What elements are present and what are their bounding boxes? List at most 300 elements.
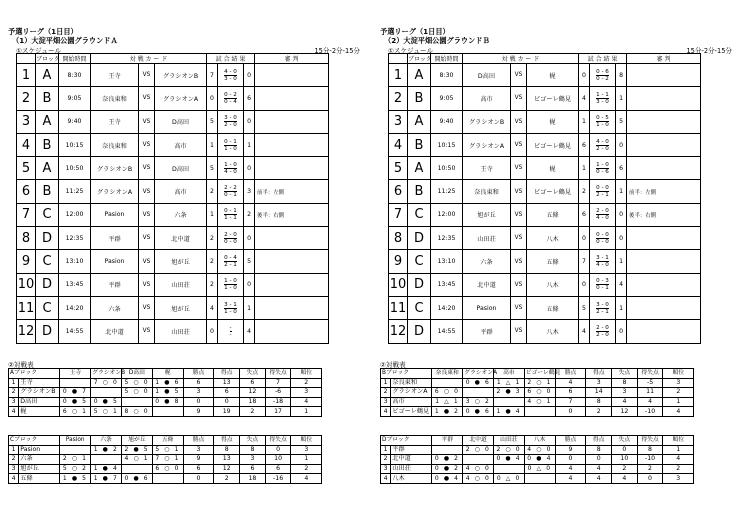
match-time: 12:35 xyxy=(431,227,463,250)
stat-value: 10 xyxy=(612,455,638,465)
away-second-half: 0 xyxy=(605,238,609,245)
result-cell: 1 ● 4 xyxy=(493,407,524,417)
home-first-half: 4 xyxy=(596,138,600,145)
dash: - xyxy=(227,208,234,215)
half-scores xyxy=(590,157,616,180)
match-row xyxy=(17,273,329,296)
match-row xyxy=(17,110,329,133)
match-row xyxy=(389,203,701,226)
league-table xyxy=(380,435,722,484)
team-column-header: 六条 xyxy=(91,436,122,446)
home-score: 2 xyxy=(207,227,218,250)
match-number: 12 xyxy=(17,320,36,343)
league-row xyxy=(9,388,350,398)
half-scores xyxy=(218,320,244,343)
referee-note: 前半：左側 xyxy=(255,180,329,203)
half-score-stack xyxy=(218,162,243,175)
half-score-stack xyxy=(218,232,243,245)
dash: - xyxy=(599,231,606,238)
row-rank: 1 xyxy=(9,445,19,455)
referee-note xyxy=(627,87,701,110)
away-team: 山田荘 xyxy=(155,320,207,343)
home-second-half: 3 xyxy=(596,98,600,105)
home-second-half: 0 xyxy=(224,98,228,105)
away-first-half: 6 xyxy=(605,68,609,75)
stat-header: 得失点 xyxy=(637,436,663,446)
header-block: ブロック xyxy=(408,54,431,64)
away-team: ビゴーレ鶴見 xyxy=(527,133,579,156)
result-cell: 0 ● 5 xyxy=(60,397,91,407)
referee-note xyxy=(627,296,701,319)
second-half-line xyxy=(596,169,609,175)
away-team: 六条 xyxy=(155,203,207,226)
stat-value: 2 xyxy=(612,464,638,474)
second-half-line xyxy=(224,146,237,152)
league-row xyxy=(381,445,722,455)
match-number: 5 xyxy=(17,157,36,180)
home-first-half: 3 xyxy=(224,301,228,308)
stat-value: 3 xyxy=(183,388,214,398)
referee-note: 後半：右側 xyxy=(255,203,329,226)
diagonal-cell xyxy=(121,464,152,474)
result-cell: 0 ● 2 xyxy=(432,455,463,465)
away-first-half: 0 xyxy=(233,115,237,122)
vs-label: VS xyxy=(139,64,155,87)
match-number: 9 xyxy=(389,250,408,273)
away-score: 0 xyxy=(616,320,627,343)
match-block: D xyxy=(408,273,431,296)
stat-value: 2 xyxy=(586,407,612,417)
result-cell: 2 ● 3 xyxy=(493,388,524,398)
home-first-half: 0 xyxy=(596,115,600,122)
match-row xyxy=(389,64,701,87)
stat-value: 4 xyxy=(586,464,612,474)
match-block: C xyxy=(408,296,431,319)
match-row xyxy=(17,227,329,250)
match-block: C xyxy=(408,250,431,273)
result-cell: 5 ○ 2 xyxy=(60,464,91,474)
stat-header: 得点 xyxy=(586,369,612,379)
first-half-line xyxy=(596,278,609,285)
result-cell: 6 ○ 0 xyxy=(152,464,183,474)
away-score: 1 xyxy=(616,296,627,319)
league-row xyxy=(9,464,350,474)
league-row xyxy=(9,474,350,484)
dash: - xyxy=(599,138,606,145)
header-no xyxy=(389,54,408,64)
away-second-half: 0 xyxy=(233,122,237,129)
half-score-stack xyxy=(218,139,243,152)
away-second-half: 0 xyxy=(605,98,609,105)
away-team: 梶 xyxy=(527,157,579,180)
match-row xyxy=(17,320,329,343)
diagonal-cell xyxy=(91,388,122,398)
away-first-half: 0 xyxy=(605,324,609,331)
dash: - xyxy=(599,208,606,215)
away-second-half: 0 xyxy=(233,145,237,152)
header-match: 対 戦 カ ー ド xyxy=(91,54,207,64)
away-team: 梶 xyxy=(527,64,579,87)
first-half-line xyxy=(596,302,609,309)
match-block: D xyxy=(408,227,431,250)
match-row xyxy=(17,133,329,156)
result-cell: 7 ○ 1 xyxy=(152,455,183,465)
home-team: グラシオンB xyxy=(463,110,511,133)
team-column-header: 五條 xyxy=(152,436,183,446)
home-first-half: 3 xyxy=(596,255,600,262)
away-team: 高市 xyxy=(155,133,207,156)
away-first-half: 0 xyxy=(605,301,609,308)
half-scores xyxy=(590,273,616,296)
half-scores xyxy=(590,227,616,250)
result-cell: 1 △ 1 xyxy=(493,378,524,388)
result-cell: 0 ● 4 xyxy=(432,474,463,484)
vs-label: VS xyxy=(139,273,155,296)
half-score-stack xyxy=(590,255,615,268)
league-name: Cブロック xyxy=(9,436,60,446)
result-cell: 1 ● 2 xyxy=(91,445,122,455)
referee-note xyxy=(255,110,329,133)
team-column-header: グラシオンA xyxy=(464,370,498,377)
stat-value: 2 xyxy=(291,378,322,388)
stat-value: 4 xyxy=(555,474,586,484)
result-cell: 2 ○ 0 xyxy=(463,445,494,455)
home-second-half: 2 xyxy=(224,122,228,129)
home-team: 王寺 xyxy=(91,110,139,133)
away-first-half: 0 xyxy=(605,208,609,215)
half-scores xyxy=(218,64,244,87)
stat-value: 3 xyxy=(612,388,638,398)
stat-value: 9 xyxy=(183,455,214,465)
diagonal-cell xyxy=(524,474,555,484)
home-second-half: 1 xyxy=(224,145,228,152)
away-team: グラシオンA xyxy=(155,87,207,110)
stat-value: 2 xyxy=(637,464,663,474)
away-score: 8 xyxy=(616,64,627,87)
team-name: Pasion xyxy=(19,445,60,455)
stat-value: 6 xyxy=(555,388,586,398)
result-cell: 1 ● 2 xyxy=(432,407,463,417)
vs-label: VS xyxy=(511,87,527,110)
home-score: 0 xyxy=(579,64,590,87)
match-time: 12:00 xyxy=(59,203,91,226)
second-half-line xyxy=(230,332,232,338)
result-cell: 4 ○ 0 xyxy=(524,445,555,455)
home-team: 奈良東和 xyxy=(91,87,139,110)
stat-value: 19 xyxy=(214,407,240,417)
home-score: 4 xyxy=(579,320,590,343)
stat-header: 順位 xyxy=(291,436,322,446)
home-first-half: 1 xyxy=(596,161,600,168)
vs-label: VS xyxy=(139,320,155,343)
result-cell: 0 ● 6 xyxy=(463,407,494,417)
second-half-line xyxy=(224,192,237,198)
match-time: 11:25 xyxy=(431,180,463,203)
stat-value: 2 xyxy=(291,464,322,474)
stat-value: 12 xyxy=(214,464,240,474)
result-cell: 1 ● 6 xyxy=(152,378,183,388)
referee-note xyxy=(255,320,329,343)
vs-label: VS xyxy=(139,203,155,226)
away-score: 0 xyxy=(244,64,255,87)
second-half-line xyxy=(596,146,609,152)
stat-value: 4 xyxy=(291,474,322,484)
match-number: 7 xyxy=(17,203,36,226)
dash: - xyxy=(599,238,606,245)
match-time: 13:45 xyxy=(59,273,91,296)
team-column-header: 高市 xyxy=(493,369,524,379)
vs-label: VS xyxy=(139,133,155,156)
away-score: 1 xyxy=(616,180,627,203)
league-row xyxy=(9,397,350,407)
home-second-half: 2 xyxy=(224,262,228,269)
away-score: 0 xyxy=(244,157,255,180)
stat-value: 8 xyxy=(586,397,612,407)
home-second-half: 4 xyxy=(224,168,228,175)
result-cell: 1 △ 1 xyxy=(432,397,463,407)
result-cell: 5 ○ 1 xyxy=(152,445,183,455)
row-rank: 1 xyxy=(381,445,391,455)
stat-value: 18 xyxy=(240,397,266,407)
vs-label: VS xyxy=(511,227,527,250)
day-title: 予選リーグ（1日目） xyxy=(8,27,78,36)
schedule-label: ①スケジュール xyxy=(16,47,62,55)
day-title: 予選リーグ（1日目） xyxy=(380,27,450,36)
away-first-half: 3 xyxy=(605,278,609,285)
match-block: A xyxy=(36,157,59,180)
match-number: 8 xyxy=(389,227,408,250)
result-cell: 0 △ 0 xyxy=(524,464,555,474)
match-block: B xyxy=(36,133,59,156)
second-half-line xyxy=(596,215,609,221)
away-score: 5 xyxy=(244,250,255,273)
result-cell: 1 ● 4 xyxy=(91,464,122,474)
home-score: 7 xyxy=(579,250,590,273)
home-team: 王寺 xyxy=(463,157,511,180)
stat-value: 7 xyxy=(555,397,586,407)
diagonal-cell xyxy=(463,455,494,465)
result-cell: 8 ○ 0 xyxy=(121,407,152,417)
away-team: 北中道 xyxy=(155,227,207,250)
stat-value: 9 xyxy=(183,407,214,417)
away-score: 2 xyxy=(244,203,255,226)
match-row xyxy=(389,133,701,156)
second-half-line xyxy=(224,309,237,315)
home-score: 0 xyxy=(579,273,590,296)
header-result: 試 合 結 果 xyxy=(207,54,255,64)
away-score: 0 xyxy=(616,203,627,226)
home-score: 4 xyxy=(207,296,218,319)
match-row xyxy=(389,87,701,110)
home-second-half: 0 xyxy=(224,192,228,199)
referee-note xyxy=(627,110,701,133)
diagonal-cell xyxy=(152,407,183,417)
league-table xyxy=(8,435,350,484)
match-row xyxy=(389,296,701,319)
match-row xyxy=(17,64,329,87)
referee-note xyxy=(627,157,701,180)
first-half-line xyxy=(596,185,609,192)
match-number: 10 xyxy=(17,273,36,296)
away-score: 4 xyxy=(244,320,255,343)
result-cell: 1 ● 5 xyxy=(152,388,183,398)
half-score-stack xyxy=(590,92,615,105)
stat-value: 12 xyxy=(240,388,266,398)
match-block: B xyxy=(408,180,431,203)
home-score: 5 xyxy=(579,296,590,319)
dash: - xyxy=(227,122,234,129)
match-block: D xyxy=(36,227,59,250)
home-first-half: 1 xyxy=(224,278,228,285)
referee-note xyxy=(255,250,329,273)
match-time: 9:40 xyxy=(59,110,91,133)
second-half-line xyxy=(224,239,237,245)
away-first-half: 1 xyxy=(605,91,609,98)
half-score-stack xyxy=(218,278,243,291)
match-block: B xyxy=(36,87,59,110)
row-rank: 4 xyxy=(9,474,19,484)
away-second-half: 6 xyxy=(605,168,609,175)
team-name: 旭が丘 xyxy=(19,464,60,474)
match-row xyxy=(389,110,701,133)
away-score: 4 xyxy=(616,273,627,296)
match-number: 11 xyxy=(17,296,36,319)
home-second-half: 4 xyxy=(596,262,600,269)
match-number: 9 xyxy=(17,250,36,273)
home-team: 六条 xyxy=(91,296,139,319)
stat-value: 3 xyxy=(663,474,694,484)
match-block: A xyxy=(408,64,431,87)
stat-value: 4 xyxy=(663,455,694,465)
match-time: 12:00 xyxy=(431,203,463,226)
home-first-half: 3 xyxy=(224,115,228,122)
home-first-half: 0 xyxy=(224,138,228,145)
away-first-half: 0 xyxy=(605,185,609,192)
half-scores xyxy=(218,250,244,273)
result-cell: 5 ○ 0 xyxy=(121,388,152,398)
vs-label: VS xyxy=(511,64,527,87)
referee-note xyxy=(627,273,701,296)
home-team: 六条 xyxy=(463,250,511,273)
half-score-stack xyxy=(590,232,615,245)
home-score: 5 xyxy=(207,110,218,133)
match-number: 3 xyxy=(17,110,36,133)
away-second-half: 0 xyxy=(233,75,237,82)
referee-note xyxy=(627,250,701,273)
league-table xyxy=(380,368,722,417)
home-team: D高田 xyxy=(463,64,511,87)
match-row xyxy=(389,157,701,180)
team-name: 六条 xyxy=(19,455,60,465)
row-rank: 2 xyxy=(9,388,19,398)
header-no xyxy=(17,54,36,64)
away-second-half: 2 xyxy=(605,75,609,82)
home-second-half: 2 xyxy=(596,308,600,315)
result-cell: 5 ○ 1 xyxy=(91,407,122,417)
half-score-stack xyxy=(590,278,615,291)
team-name: 平群 xyxy=(391,445,432,455)
second-half-line xyxy=(596,192,609,198)
away-score: 1 xyxy=(616,87,627,110)
half-score-stack xyxy=(218,208,243,221)
match-number: 6 xyxy=(17,180,36,203)
diagonal-cell xyxy=(60,378,91,388)
home-team: グラシオンA xyxy=(91,180,139,203)
header-referee: 審 判 xyxy=(627,54,701,64)
vs-label: VS xyxy=(139,250,155,273)
schedule-body xyxy=(389,64,701,344)
dash: - xyxy=(599,308,606,315)
away-score: 6 xyxy=(616,157,627,180)
league-row xyxy=(381,388,722,398)
first-half-line xyxy=(224,255,237,262)
match-number: 11 xyxy=(389,296,408,319)
home-score: 2 xyxy=(207,273,218,296)
row-rank: 2 xyxy=(381,388,391,398)
home-first-half: 1 xyxy=(224,161,228,168)
vs-label: VS xyxy=(139,110,155,133)
dash: - xyxy=(227,161,234,168)
stat-value: 0 xyxy=(637,474,663,484)
schedule-label: ①スケジュール xyxy=(388,47,434,55)
home-second-half: 4 xyxy=(596,215,600,222)
row-rank: 4 xyxy=(381,407,391,417)
stat-header: 得点 xyxy=(214,369,240,379)
team-column-header: Pasion xyxy=(60,436,91,446)
home-second-half: 0 xyxy=(596,168,600,175)
away-second-half: 0 xyxy=(605,262,609,269)
dash: - xyxy=(227,231,234,238)
dash: - xyxy=(227,138,234,145)
stat-value: 8 xyxy=(240,445,266,455)
match-format: 15分-2分-15分 xyxy=(314,47,360,55)
first-half-line xyxy=(224,69,237,76)
league-row xyxy=(9,455,350,465)
league-name: Aブロック xyxy=(9,369,60,379)
stat-header: 失点 xyxy=(612,436,638,446)
league-header-row xyxy=(9,436,350,446)
half-score-stack xyxy=(218,115,243,128)
stat-value: 8 xyxy=(214,445,240,455)
second-half-line xyxy=(596,285,609,291)
dash: - xyxy=(227,285,234,292)
away-first-half: 0 xyxy=(605,138,609,145)
header-time: 開始時間 xyxy=(59,54,91,64)
dash: - xyxy=(599,301,606,308)
away-second-half: 1 xyxy=(233,262,237,269)
dash: - xyxy=(227,75,234,82)
schedule-table xyxy=(388,53,701,344)
home-first-half: 2 xyxy=(224,231,228,238)
result-cell: 4 ○ 0 xyxy=(463,474,494,484)
match-time: 9:05 xyxy=(59,87,91,110)
match-time: 13:10 xyxy=(431,250,463,273)
match-block: D xyxy=(36,273,59,296)
second-half-line xyxy=(224,262,237,268)
stat-value: -6 xyxy=(265,388,291,398)
dash: - xyxy=(227,262,234,269)
second-half-line xyxy=(596,309,609,315)
stat-value: 2 xyxy=(663,464,694,474)
first-half-line xyxy=(224,232,237,239)
home-second-half: 1 xyxy=(224,215,228,222)
result-cell: 1 ● 7 xyxy=(91,474,122,484)
home-first-half: 2 xyxy=(596,208,600,215)
match-number: 3 xyxy=(389,110,408,133)
away-first-half: 1 xyxy=(233,301,237,308)
half-scores xyxy=(218,227,244,250)
away-score: 6 xyxy=(244,87,255,110)
